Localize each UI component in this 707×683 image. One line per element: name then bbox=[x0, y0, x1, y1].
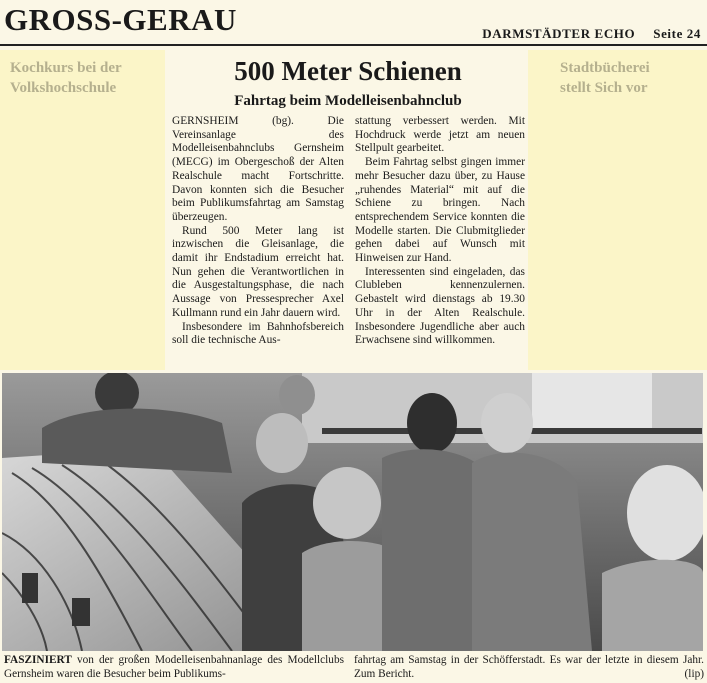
caption-left bbox=[4, 653, 344, 681]
caption-text-right: fahrtag am Samstag in der Schöfferstadt. Es war der letzte in diesem Jahr. Zum Bericht. bbox=[354, 654, 704, 680]
article-subheadline: Fahrtag beim Modelleisenbahnclub bbox=[234, 93, 462, 109]
article-column-1 bbox=[172, 115, 344, 348]
caption-text-left: von der großen Modelleisenbahnanlage des Modellclubs Gernsheim waren die Besucher beim Publikums- bbox=[4, 654, 344, 680]
background-headline-left: Kochkurs bei der Volkshochschule bbox=[10, 60, 122, 96]
caption-right bbox=[354, 653, 704, 681]
background-headline-right: Stadtbücherei stellt Sich vor bbox=[560, 60, 650, 96]
page-number: Seite 24 bbox=[653, 26, 701, 41]
paragraph: Beim Fahrtag selbst gingen immer mehr Besucher dazu über, zu Hause „ruhendes Material“ mit auf die Schiene zu bringen. Nach entsprechendem Service konnten die Modelle starten. Die Clubmitglieder gehen dabei auf Wunsch mit Hinweisen zur Hand. bbox=[355, 156, 525, 265]
section-title: GROSS-GERAU bbox=[4, 2, 237, 37]
top-rule bbox=[0, 44, 707, 46]
article-headline: 500 Meter Schienen bbox=[234, 56, 462, 86]
newspaper-name: DARMSTÄDTER ECHO bbox=[482, 26, 636, 41]
article-photo bbox=[2, 373, 703, 651]
paragraph: Insbesondere im Bahnhofsbereich soll die technische Aus- bbox=[172, 320, 344, 347]
photo-illustration bbox=[2, 373, 703, 651]
right-clipping-panel bbox=[528, 50, 707, 370]
caption-lead: FASZINIERT bbox=[4, 654, 72, 666]
paragraph: stattung verbessert werden. Mit Hochdruck werde jetzt am neuen Stellpult gearbeitet. bbox=[355, 115, 525, 155]
photo-credit: (lip) bbox=[684, 668, 704, 680]
left-clipping-panel bbox=[0, 50, 165, 370]
paragraph: GERNSHEIM (bg). Die Vereinsanlage des Modelleisenbahnclubs Gernsheim (MECG) im Obergeschoß der Alten Realschule macht Fortschritte. Davon konnten sich die Besucher beim Publikumsfahrtag am Samstag überzeugen. bbox=[172, 115, 344, 223]
article-column-2 bbox=[355, 115, 525, 348]
paragraph: Rund 500 Meter lang ist inzwischen die Gleisanlage, die damit ihr Endstadium erreicht hat. Nun gehen die Verantwortlichen in die Ausgestaltungsphase, die nach Aussage von Pressesprecher Axel Kullmann rund ein Jahr dauern wird. bbox=[172, 224, 344, 319]
masthead bbox=[482, 26, 701, 42]
paragraph: Interessenten sind eingeladen, das Clubleben kennenzulernen. Gebastelt wird dienstags ab 19.30 Uhr in der Alten Realschule. Insbesondere Jugendliche aber auch Erwachsene sind willkommen. bbox=[355, 265, 525, 347]
